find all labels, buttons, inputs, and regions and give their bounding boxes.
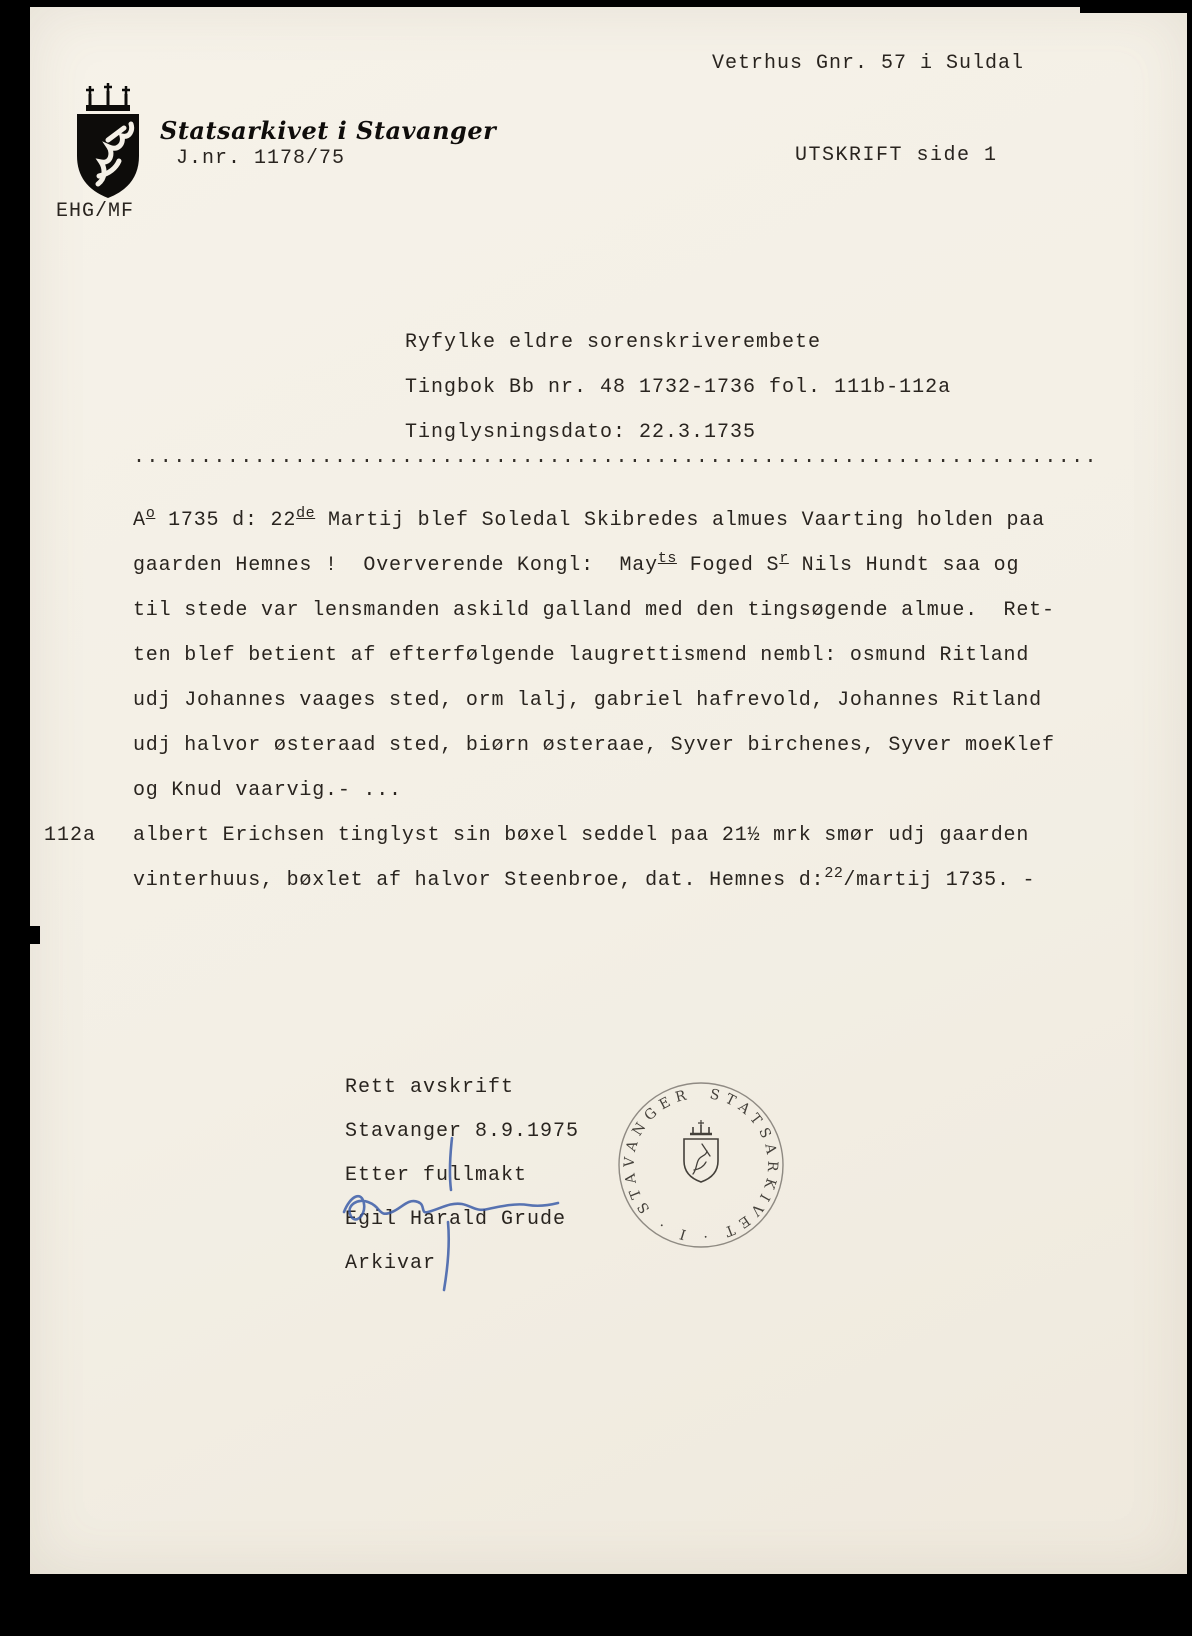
body-text-segment: vinterhuus, bøxlet af halvor Steenbroe, dat. Hemnes d:: [133, 869, 825, 892]
letterhead-org-name: Statsarkivet i Stavanger: [160, 116, 497, 145]
stamp-ring-text: STATSARKIVET · I · STAVANGER: [621, 1086, 781, 1245]
body-text-segment: A: [133, 509, 146, 532]
body-line: [133, 543, 1123, 588]
scan-border-corner: [1080, 0, 1192, 13]
body-text-segment: gaarden Hemnes ! Oververende Kongl: May: [133, 554, 658, 577]
authority-text: Etter fullmakt: [345, 1164, 528, 1187]
scan-border-right: [1187, 0, 1192, 1636]
body-line: [133, 723, 1123, 768]
stamp-emblem-icon: [684, 1120, 718, 1182]
body-text-segment: og Knud vaarvig.- ...: [133, 779, 402, 802]
superscript-text: 22: [824, 865, 844, 882]
superscript-text: o: [145, 505, 156, 522]
archive-stamp: [614, 1078, 788, 1252]
place-date: Stavanger 8.9.1975: [345, 1120, 580, 1143]
body-line: [133, 588, 1123, 633]
body-text-segment: udj halvor østeraad sted, biørn østeraae, Syver birchenes, Syver moeKlef: [133, 734, 1055, 757]
document-reference: Vetrhus Gnr. 57 i Suldal: [712, 52, 1025, 75]
stamp-outer-ring: [619, 1083, 783, 1247]
body-text-segment: udj Johannes vaages sted, orm lalj, gabriel hafrevold, Johannes Ritland: [133, 689, 1042, 712]
body-line: [133, 498, 1123, 543]
signer-title: Arkivar: [345, 1252, 437, 1275]
signer-name: Egil Harald Grude: [345, 1208, 567, 1231]
body-text-segment: Foged S: [676, 554, 780, 577]
superscript-text: de: [296, 505, 316, 522]
body-line: [133, 678, 1123, 723]
body-line: [133, 858, 1123, 903]
reference-line: Tinglysningsdato: 22.3.1735: [405, 421, 757, 444]
body-text-segment: til stede var lensmanden askild galland med den tingsøgende almue. Ret-: [133, 599, 1055, 622]
body-text-segment: albert Erichsen tinglyst sin bøxel seddel paa 21½ mrk smør udj gaarden: [133, 824, 1030, 847]
body-line: [133, 813, 1123, 858]
body-text-segment: Martij blef Soledal Skibredes almues Vaarting holden paa: [315, 509, 1045, 532]
scan-edge-notch: [30, 926, 40, 944]
scan-border-top: [0, 0, 1192, 7]
superscript-text: ts: [657, 550, 677, 567]
body-line: [133, 633, 1123, 678]
reference-line: Tingbok Bb nr. 48 1732-1736 fol. 111b-112a: [405, 376, 952, 399]
letterhead-journal-number: J.nr. 1178/75: [176, 147, 346, 170]
body-text-segment: ten blef betient af efterfølgende laugrettismend nembl: osmund Ritland: [133, 644, 1030, 667]
body-text-segment: /martij 1735. -: [843, 869, 1036, 892]
page-label: UTSKRIFT side 1: [795, 144, 998, 167]
dotted-divider: ........................................................................: [133, 446, 1098, 469]
body-text-segment: Nils Hundt saa og: [788, 554, 1020, 577]
body-text-segment: 1735 d: 22: [155, 509, 297, 532]
letterhead-initials: EHG/MF: [56, 200, 135, 223]
source-reference-block: [405, 320, 951, 455]
body-line: [133, 768, 1123, 813]
superscript-text: r: [779, 550, 789, 567]
certification-text: Rett avskrift: [345, 1076, 515, 1099]
scan-border-left: [0, 0, 30, 1636]
folio-margin-note: 112a: [44, 824, 97, 847]
reference-line: Ryfylke eldre sorenskriverembete: [405, 331, 822, 354]
coat-of-arms-icon: [68, 78, 148, 206]
scan-border-bottom: [0, 1574, 1192, 1636]
body-text: [133, 498, 1123, 903]
